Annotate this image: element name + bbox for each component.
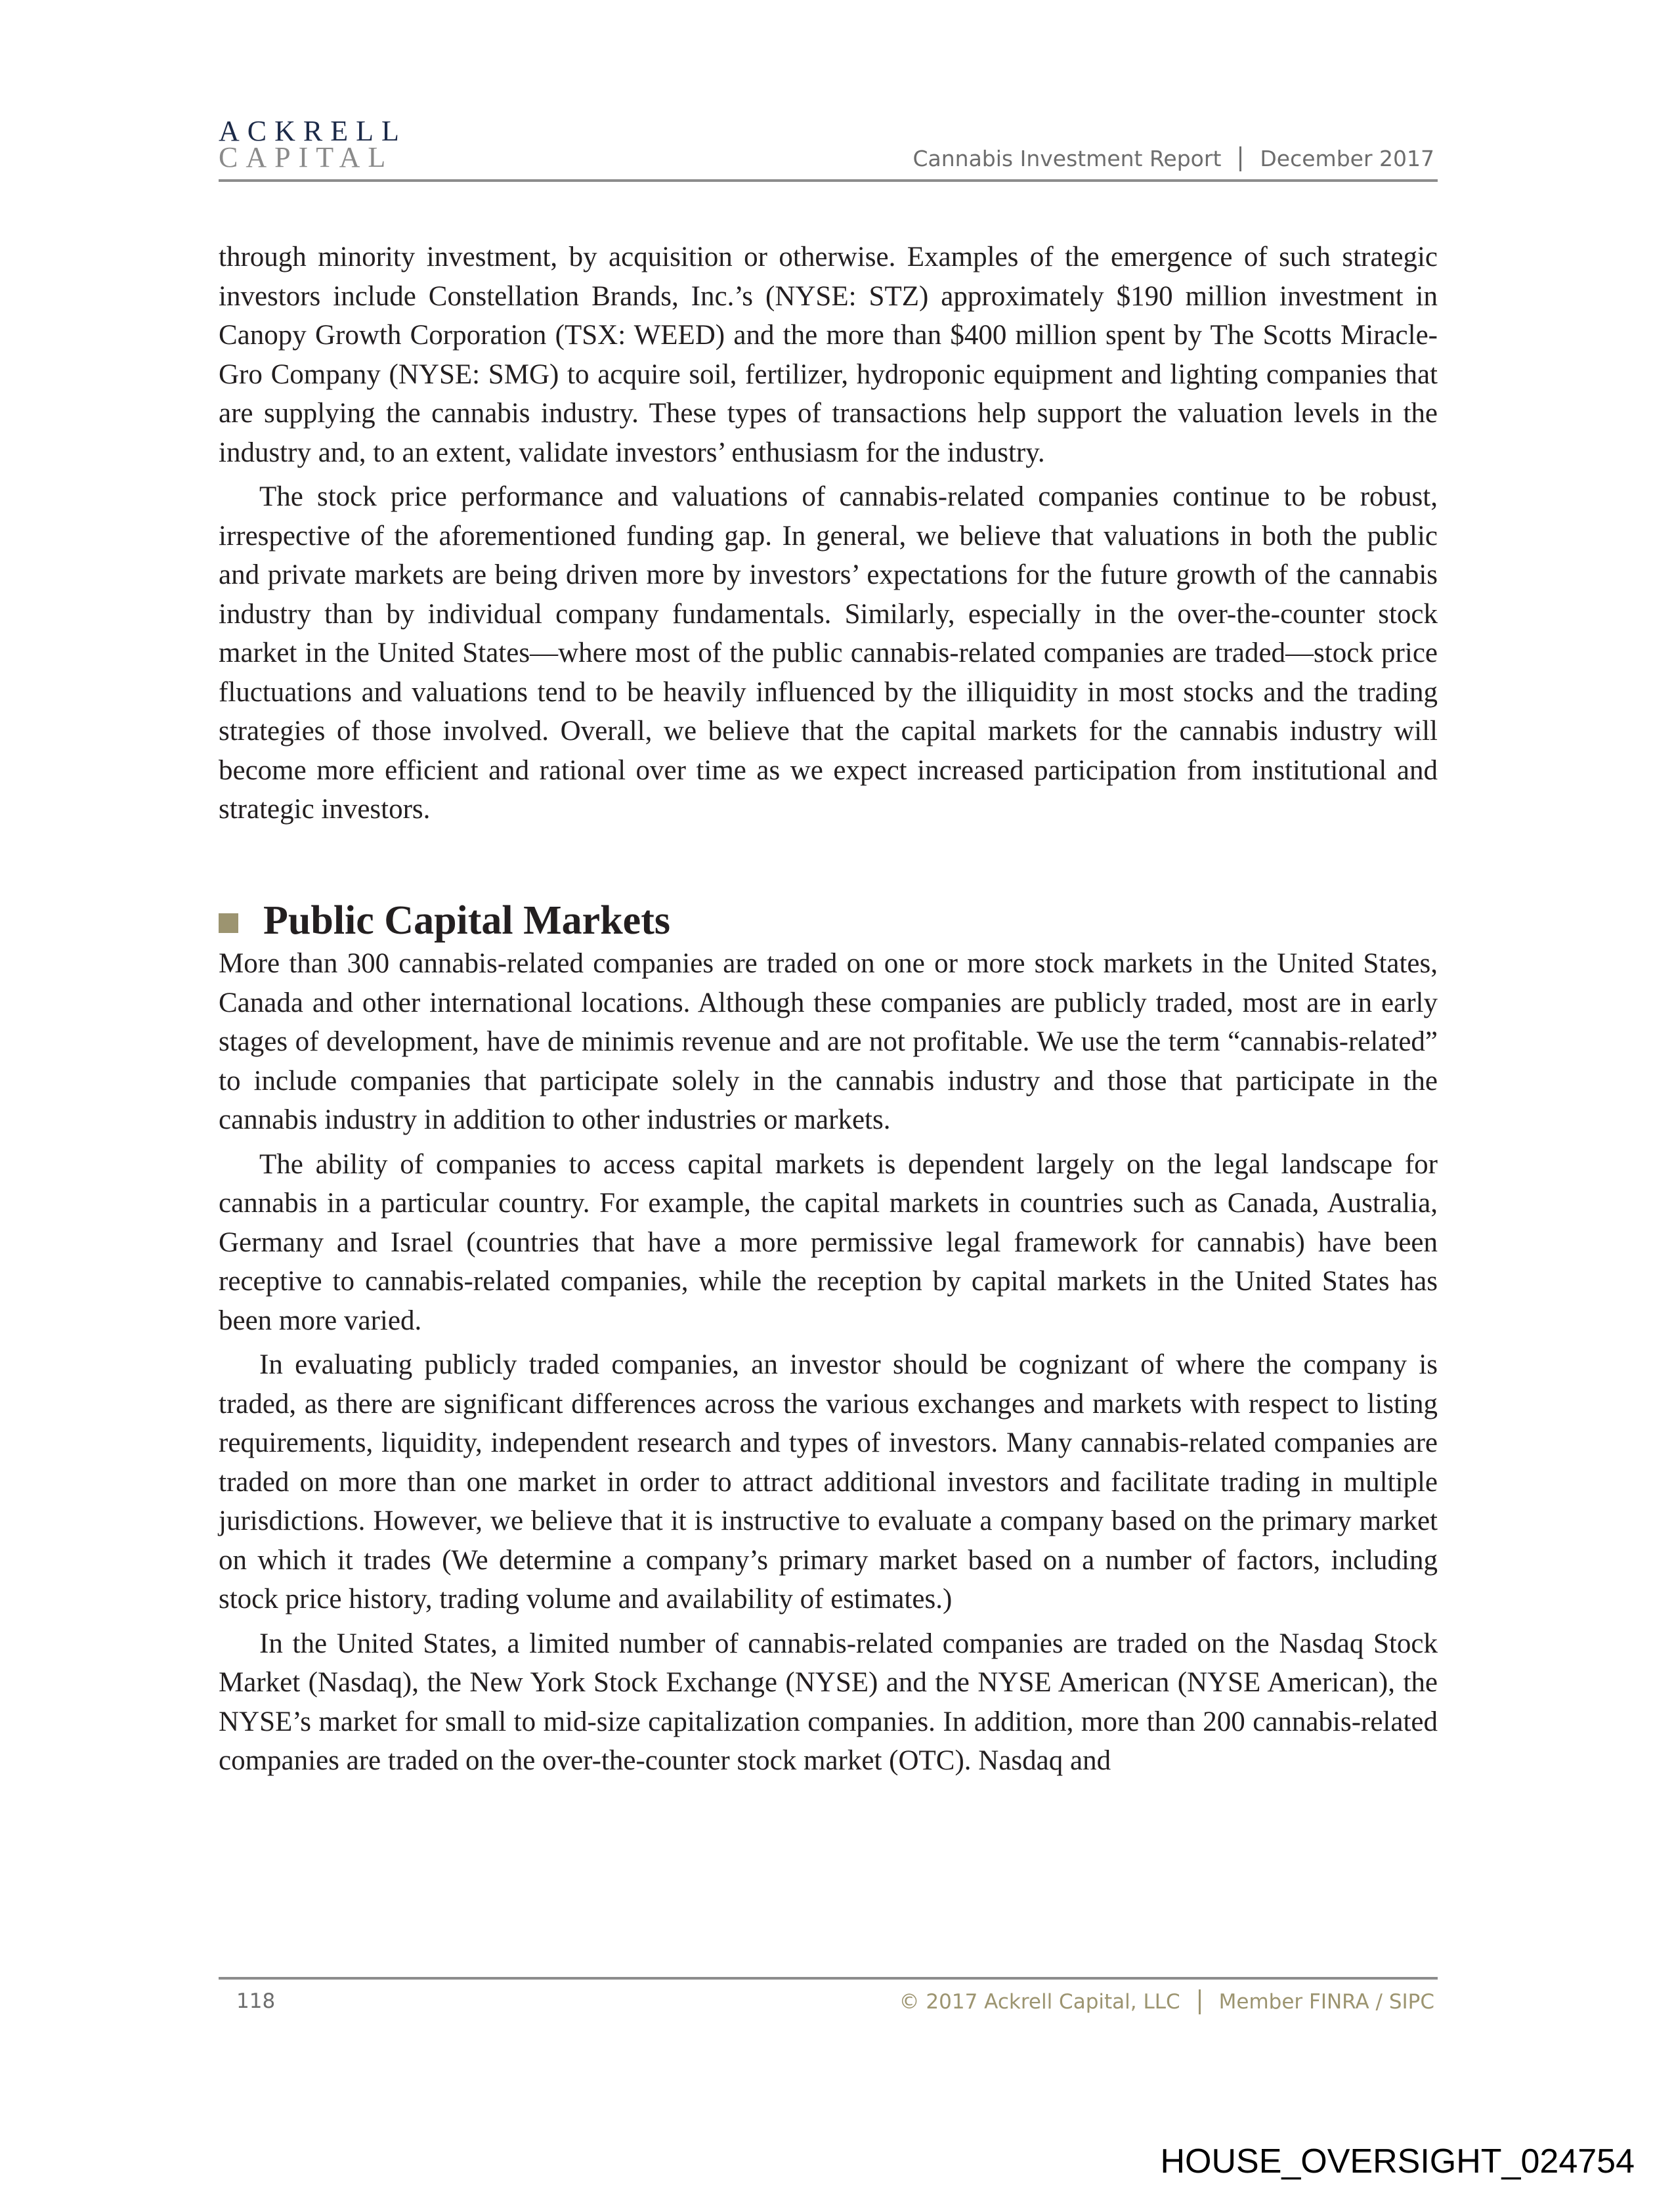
paragraph: The stock price performance and valuations of cannabis-related companies continue to be robust, irrespective of the aforementioned funding gap. In general, we believe that valuations in both the public and private markets are being driven more by investors’ expectations for the future growth of the cannabis industry than by individual company fundamentals. Similarly, especially in the over-the-counter stock market in the United States—where most of the public cannabis-related companies are traded—stock price fluctuations and valuations tend to be heavily influenced by the illiquidity in most stocks and the trading strategies of those involved. Overall, we believe that the capital markets for the cannabis industry will become more efficient and rational over time as we expect increased participation from institutional and strategic investors.	[219, 481, 1438, 825]
copyright: © 2017 Ackrell Capital, LLC	[899, 1990, 1180, 2014]
paragraph: The ability of companies to access capital markets is dependent largely on the legal landscape for cannabis in a particular country. For example, the capital markets in countries such as Canada, Australia, Germany and Israel (countries that have a more permissive legal framework for cannabis) have been receptive to cannabis-related companies, while the reception by capital markets in the United States has been more varied.	[219, 1148, 1438, 1336]
paragraph: In evaluating publicly traded companies, an investor should be cognizant of where the company is traded, as there are significant differences across the various exchanges and markets with respect to listing requirements, liquidity, independent research and types of investors. Many cannabis-related companies are traded on more than one market in order to attract additional investors and facilitate trading in multiple jurisdictions. However, we believe that it is instructive to evaluate a company based on the primary market on which it trades (We determine a company’s primary market based on a number of factors, including stock price history, trading volume and availability of estimates.)	[219, 1349, 1438, 1615]
page-body	[219, 238, 1438, 1786]
section-title: Public Capital Markets	[263, 898, 670, 943]
logo-line-2: CAPITAL	[219, 141, 394, 173]
paragraph: In the United States, a limited number of cannabis-related companies are traded on the Nasdaq Stock Market (Nasdaq), the New York Stock Exchange (NYSE) and the NYSE American (NYSE American), the NYSE’s market for small to mid-size capitalization companies. In addition, more than 200 cannabis-related companies are traded on the over-the-counter stock market (OTC). Nasdaq and	[219, 1628, 1438, 1776]
logo-line-1: ACKRELL	[219, 115, 407, 147]
section-heading	[219, 898, 1438, 943]
page-header	[912, 146, 1434, 171]
header-rule	[219, 179, 1438, 182]
header-separator	[1239, 146, 1241, 171]
report-title: Cannabis Investment Report	[912, 146, 1222, 171]
page-number: 118	[236, 1989, 276, 2013]
bates-number: HOUSE_OVERSIGHT_024754	[1160, 2142, 1635, 2180]
paragraph: More than 300 cannabis-related companies are traded on one or more stock markets in the United States, Canada and other international locations. Although these companies are publicly traded, most are in early stages of development, have de minimis revenue and are not profitable. We use the term “cannabis-related” to include companies that participate solely in the cannabis industry and those that participate in the cannabis industry in addition to other industries or markets.	[219, 948, 1438, 1135]
paragraph: through minority investment, by acquisition or otherwise. Examples of the emergence of such strategic investors include Constellation Brands, Inc.’s (NYSE: STZ) approximately $190 million investment in Canopy Growth Corporation (TSX: WEED) and the more than $400 million spent by The Scotts Miracle-Gro Company (NYSE: SMG) to acquire soil, fertilizer, hydroponic equipment and lighting companies that are supplying the cannabis industry. These types of transactions help support the valuation levels in the industry and, to an extent, validate investors’ enthusiasm for the industry.	[219, 242, 1438, 468]
report-date: December 2017	[1260, 146, 1434, 171]
company-logo	[219, 115, 407, 173]
footer-separator	[1199, 1989, 1201, 2014]
member-note: Member FINRA / SIPC	[1218, 1990, 1434, 2014]
square-bullet-icon	[219, 913, 238, 933]
footer-rule	[219, 1977, 1438, 1980]
